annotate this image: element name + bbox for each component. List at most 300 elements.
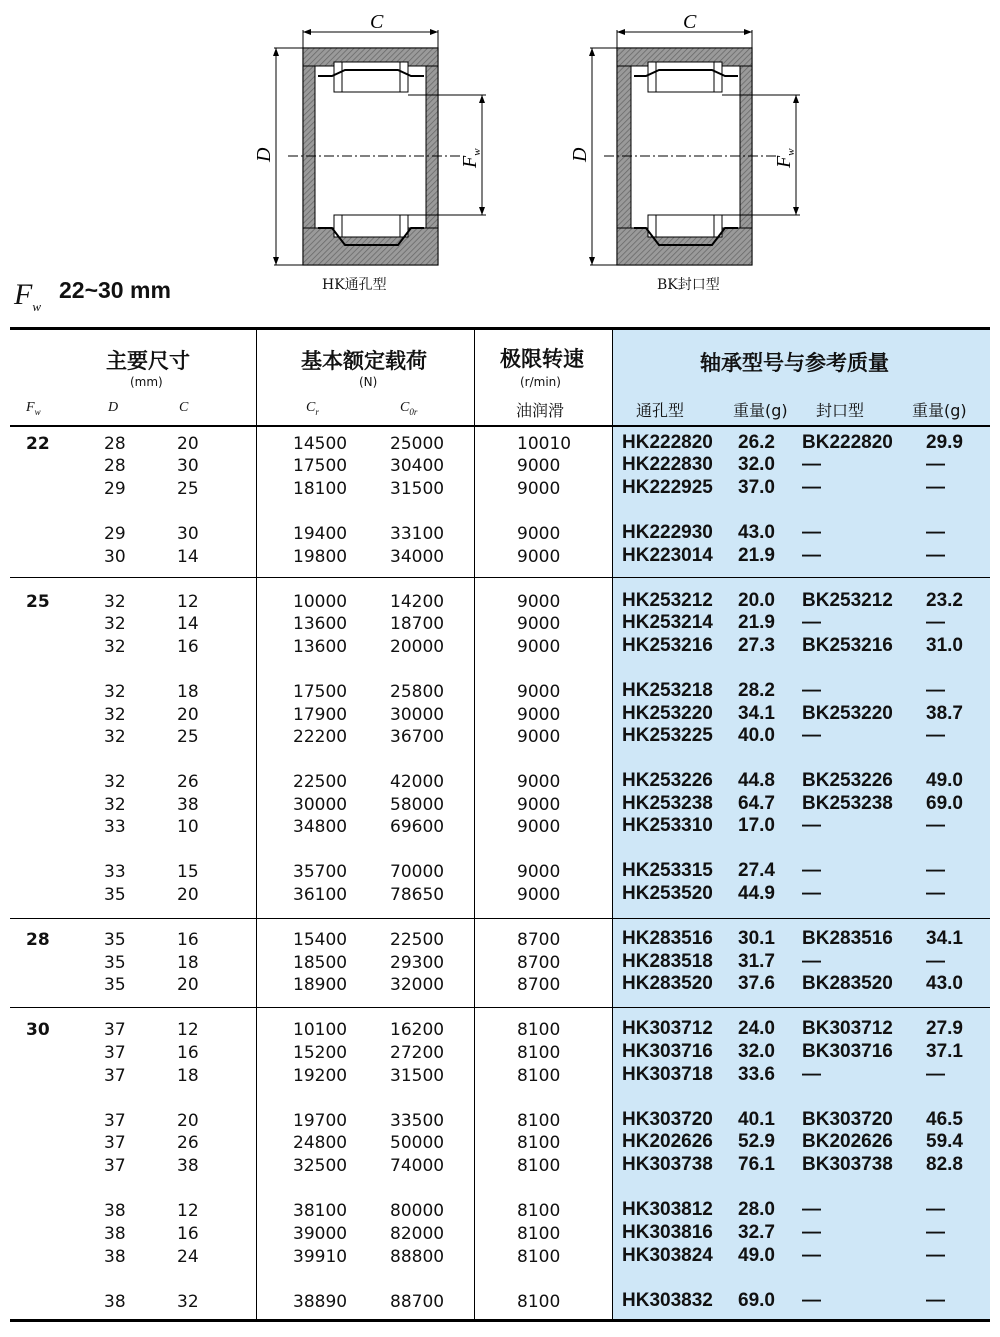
d-cell: 29 bbox=[104, 524, 126, 544]
bk-label-c: C bbox=[683, 11, 697, 33]
c0r-cell: 82000 bbox=[390, 1224, 445, 1244]
bk-model-cell: BK303720 bbox=[802, 1109, 893, 1130]
hk-mass-cell: 17.0 bbox=[738, 815, 775, 836]
hk-mass-cell: 21.9 bbox=[738, 545, 775, 566]
bk-mass-cell: — bbox=[926, 1290, 945, 1311]
table-row bbox=[10, 614, 990, 636]
c-cell: 30 bbox=[177, 524, 199, 544]
hk-model-cell: HK303718 bbox=[622, 1064, 713, 1085]
table-row bbox=[10, 479, 990, 501]
c0r-cell: 25800 bbox=[390, 682, 445, 702]
hk-model-cell: HK283516 bbox=[622, 928, 713, 949]
bk-mass-cell: — bbox=[926, 454, 945, 475]
hk-mass-cell: 64.7 bbox=[738, 793, 775, 814]
c-cell: 25 bbox=[177, 727, 199, 747]
hk-model-cell: HK253225 bbox=[622, 725, 713, 746]
bk-model-cell: BK253212 bbox=[802, 590, 893, 611]
hk-mass-cell: 44.9 bbox=[738, 883, 775, 904]
c0r-cell: 31500 bbox=[390, 1066, 445, 1086]
table-row bbox=[10, 1247, 990, 1269]
c-cell: 32 bbox=[177, 1292, 199, 1312]
hk-mass-cell: 43.0 bbox=[738, 522, 775, 543]
bk-mass-cell: — bbox=[926, 815, 945, 836]
c0r-cell: 29300 bbox=[390, 953, 445, 973]
bk-mass-cell: — bbox=[926, 1199, 945, 1220]
cr-cell: 34800 bbox=[293, 817, 348, 837]
table-row bbox=[10, 1201, 990, 1223]
d-cell: 28 bbox=[104, 456, 126, 476]
bk-model-cell: BK303738 bbox=[802, 1154, 893, 1175]
table-row bbox=[10, 1111, 990, 1133]
hk-model-cell: HK253216 bbox=[622, 635, 713, 656]
d-cell: 37 bbox=[104, 1133, 126, 1153]
speed-cell: 9000 bbox=[517, 727, 561, 747]
d-cell: 32 bbox=[104, 705, 126, 725]
hk-label-fw: $F_w$ bbox=[459, 148, 483, 168]
header-model: 轴承型号与参考质量 bbox=[700, 351, 889, 375]
table-row bbox=[10, 1156, 990, 1178]
c-cell: 14 bbox=[177, 614, 199, 634]
c-cell: 15 bbox=[177, 862, 199, 882]
header-bk-mass: 重量(g) bbox=[912, 401, 967, 420]
c-cell: 30 bbox=[177, 456, 199, 476]
c0r-cell: 33100 bbox=[390, 524, 445, 544]
bk-mass-cell: 34.1 bbox=[926, 928, 963, 949]
bk-model-cell: — bbox=[802, 1245, 821, 1266]
header-c: C bbox=[179, 400, 189, 415]
cr-cell: 13600 bbox=[293, 637, 348, 657]
cr-cell: 13600 bbox=[293, 614, 348, 634]
d-cell: 37 bbox=[104, 1043, 126, 1063]
hk-mass-cell: 27.3 bbox=[738, 635, 775, 656]
d-cell: 35 bbox=[104, 975, 126, 995]
bk-model-cell: — bbox=[802, 522, 821, 543]
bk-model-cell: BK253220 bbox=[802, 703, 893, 724]
hk-model-cell: HK222925 bbox=[622, 477, 713, 498]
c0r-cell: 78650 bbox=[390, 885, 445, 905]
cr-cell: 17900 bbox=[293, 705, 348, 725]
c-cell: 18 bbox=[177, 682, 199, 702]
speed-cell: 9000 bbox=[517, 705, 561, 725]
header-load-unit: (N) bbox=[359, 375, 378, 389]
speed-cell: 8700 bbox=[517, 953, 561, 973]
table-row bbox=[10, 1224, 990, 1246]
bk-mass-cell: 38.7 bbox=[926, 703, 963, 724]
table-row bbox=[10, 456, 990, 478]
bk-mass-cell: — bbox=[926, 951, 945, 972]
d-cell: 38 bbox=[104, 1292, 126, 1312]
bk-mass-cell: 46.5 bbox=[926, 1109, 963, 1130]
cr-cell: 22200 bbox=[293, 727, 348, 747]
d-cell: 32 bbox=[104, 614, 126, 634]
cr-cell: 17500 bbox=[293, 456, 348, 476]
bk-label-d: D bbox=[569, 147, 591, 162]
bk-model-cell: BK303712 bbox=[802, 1018, 893, 1039]
cr-cell: 18900 bbox=[293, 975, 348, 995]
hk-mass-cell: 34.1 bbox=[738, 703, 775, 724]
header-fw: $F_w$ bbox=[26, 400, 41, 417]
c0r-cell: 69600 bbox=[390, 817, 445, 837]
bk-model-cell: — bbox=[802, 951, 821, 972]
c0r-cell: 88700 bbox=[390, 1292, 445, 1312]
d-cell: 35 bbox=[104, 885, 126, 905]
table-row bbox=[10, 524, 990, 546]
cr-cell: 32500 bbox=[293, 1156, 348, 1176]
cr-cell: 10000 bbox=[293, 592, 348, 612]
c0r-cell: 27200 bbox=[390, 1043, 445, 1063]
bk-mass-cell: — bbox=[926, 883, 945, 904]
header-d: D bbox=[108, 400, 119, 415]
range-title bbox=[14, 278, 171, 318]
d-cell: 28 bbox=[104, 434, 126, 454]
hk-model-cell: HK253315 bbox=[622, 860, 713, 881]
speed-cell: 8100 bbox=[517, 1201, 561, 1221]
cr-cell: 39000 bbox=[293, 1224, 348, 1244]
c0r-cell: 42000 bbox=[390, 772, 445, 792]
bk-model-cell: — bbox=[802, 1222, 821, 1243]
hk-mass-cell: 31.7 bbox=[738, 951, 775, 972]
c-cell: 12 bbox=[177, 1201, 199, 1221]
c-cell: 16 bbox=[177, 637, 199, 657]
c-cell: 12 bbox=[177, 1020, 199, 1040]
c0r-cell: 14200 bbox=[390, 592, 445, 612]
table-row bbox=[10, 705, 990, 727]
table-row bbox=[10, 885, 990, 907]
c-cell: 20 bbox=[177, 434, 199, 454]
table-row bbox=[10, 547, 990, 569]
cr-cell: 14500 bbox=[293, 434, 348, 454]
range-text: 22~30 mm bbox=[59, 277, 171, 303]
c-cell: 16 bbox=[177, 930, 199, 950]
d-cell: 32 bbox=[104, 592, 126, 612]
speed-cell: 9000 bbox=[517, 614, 561, 634]
speed-cell: 9000 bbox=[517, 817, 561, 837]
c-cell: 12 bbox=[177, 592, 199, 612]
hk-model-cell: HK303824 bbox=[622, 1245, 713, 1266]
c-cell: 18 bbox=[177, 953, 199, 973]
hk-model-cell: HK253520 bbox=[622, 883, 713, 904]
hk-model-cell: HK253238 bbox=[622, 793, 713, 814]
bk-model-cell: — bbox=[802, 725, 821, 746]
d-cell: 38 bbox=[104, 1201, 126, 1221]
c0r-cell: 34000 bbox=[390, 547, 445, 567]
cr-cell: 19400 bbox=[293, 524, 348, 544]
range-symbol: $F_w$ bbox=[14, 278, 41, 314]
table-row bbox=[10, 817, 990, 839]
cr-cell: 15200 bbox=[293, 1043, 348, 1063]
speed-cell: 10010 bbox=[517, 434, 572, 454]
bk-model-cell: — bbox=[802, 454, 821, 475]
c-cell: 25 bbox=[177, 479, 199, 499]
hk-mass-cell: 52.9 bbox=[738, 1131, 775, 1152]
hk-model-cell: HK202626 bbox=[622, 1131, 713, 1152]
speed-cell: 9000 bbox=[517, 862, 561, 882]
header-c0r: $C_{0r}$ bbox=[400, 400, 418, 417]
c0r-cell: 18700 bbox=[390, 614, 445, 634]
bk-mass-cell: 37.1 bbox=[926, 1041, 963, 1062]
bk-diagram bbox=[569, 11, 800, 265]
d-cell: 30 bbox=[104, 547, 126, 567]
header-bk-type: 封口型 bbox=[816, 401, 865, 420]
hk-mass-cell: 32.7 bbox=[738, 1222, 775, 1243]
bk-mass-cell: — bbox=[926, 612, 945, 633]
c0r-cell: 31500 bbox=[390, 479, 445, 499]
c-cell: 26 bbox=[177, 1133, 199, 1153]
group-divider bbox=[10, 918, 990, 919]
hk-diagram bbox=[253, 11, 486, 265]
c0r-cell: 36700 bbox=[390, 727, 445, 747]
header-hk-type: 通孔型 bbox=[636, 401, 685, 420]
bk-mass-cell: 27.9 bbox=[926, 1018, 963, 1039]
cr-cell: 19200 bbox=[293, 1066, 348, 1086]
cr-cell: 17500 bbox=[293, 682, 348, 702]
d-cell: 32 bbox=[104, 637, 126, 657]
bk-mass-cell: 69.0 bbox=[926, 793, 963, 814]
c0r-cell: 33500 bbox=[390, 1111, 445, 1131]
c-cell: 26 bbox=[177, 772, 199, 792]
hk-mass-cell: 28.0 bbox=[738, 1199, 775, 1220]
d-cell: 32 bbox=[104, 795, 126, 815]
table-row bbox=[10, 682, 990, 704]
bk-mass-cell: 43.0 bbox=[926, 973, 963, 994]
c-cell: 18 bbox=[177, 1066, 199, 1086]
table-row bbox=[10, 727, 990, 749]
d-cell: 37 bbox=[104, 1156, 126, 1176]
hk-mass-cell: 69.0 bbox=[738, 1290, 775, 1311]
table-row bbox=[10, 434, 990, 456]
cr-cell: 15400 bbox=[293, 930, 348, 950]
c0r-cell: 80000 bbox=[390, 1201, 445, 1221]
hk-model-cell: HK303712 bbox=[622, 1018, 713, 1039]
fw-cell: 28 bbox=[26, 930, 50, 950]
d-cell: 35 bbox=[104, 930, 126, 950]
table-row bbox=[10, 772, 990, 794]
bk-model-cell: — bbox=[802, 883, 821, 904]
hk-model-cell: HK283520 bbox=[622, 973, 713, 994]
speed-cell: 8100 bbox=[517, 1043, 561, 1063]
hk-model-cell: HK253218 bbox=[622, 680, 713, 701]
speed-cell: 8100 bbox=[517, 1247, 561, 1267]
cr-cell: 38890 bbox=[293, 1292, 348, 1312]
bk-mass-cell: — bbox=[926, 1245, 945, 1266]
bk-model-cell: BK253216 bbox=[802, 635, 893, 656]
bk-mass-cell: 23.2 bbox=[926, 590, 963, 611]
c-cell: 38 bbox=[177, 1156, 199, 1176]
bk-model-cell: BK303716 bbox=[802, 1041, 893, 1062]
table-row bbox=[10, 795, 990, 817]
cr-cell: 19700 bbox=[293, 1111, 348, 1131]
c0r-cell: 70000 bbox=[390, 862, 445, 882]
bk-model-cell: — bbox=[802, 1290, 821, 1311]
cr-cell: 36100 bbox=[293, 885, 348, 905]
d-cell: 38 bbox=[104, 1247, 126, 1267]
hk-model-cell: HK222820 bbox=[622, 432, 713, 453]
header-main-dims: 主要尺寸 bbox=[106, 349, 190, 373]
bk-model-cell: BK253226 bbox=[802, 770, 893, 791]
hk-mass-cell: 37.0 bbox=[738, 477, 775, 498]
hk-mass-cell: 30.1 bbox=[738, 928, 775, 949]
bk-mass-cell: 29.9 bbox=[926, 432, 963, 453]
bk-model-cell: — bbox=[802, 612, 821, 633]
bk-model-cell: BK283516 bbox=[802, 928, 893, 949]
c0r-cell: 74000 bbox=[390, 1156, 445, 1176]
c-cell: 20 bbox=[177, 1111, 199, 1131]
bk-mass-cell: 49.0 bbox=[926, 770, 963, 791]
bk-mass-cell: 31.0 bbox=[926, 635, 963, 656]
hk-model-cell: HK222930 bbox=[622, 522, 713, 543]
table-row bbox=[10, 975, 990, 997]
hk-mass-cell: 32.0 bbox=[738, 1041, 775, 1062]
hk-caption: HK通孔型 bbox=[322, 277, 387, 293]
header-bottom-border bbox=[10, 425, 990, 427]
hk-model-cell: HK303832 bbox=[622, 1290, 713, 1311]
cr-cell: 18500 bbox=[293, 953, 348, 973]
header-cr: $C_r$ bbox=[306, 400, 319, 417]
bk-mass-cell: — bbox=[926, 680, 945, 701]
hk-model-cell: HK253220 bbox=[622, 703, 713, 724]
hk-model-cell: HK253310 bbox=[622, 815, 713, 836]
hk-model-cell: HK253226 bbox=[622, 770, 713, 791]
speed-cell: 9000 bbox=[517, 885, 561, 905]
fw-cell: 22 bbox=[26, 434, 50, 454]
d-cell: 35 bbox=[104, 953, 126, 973]
bk-mass-cell: — bbox=[926, 545, 945, 566]
table-row bbox=[10, 953, 990, 975]
hk-model-cell: HK303716 bbox=[622, 1041, 713, 1062]
table-row bbox=[10, 1043, 990, 1065]
c-cell: 20 bbox=[177, 705, 199, 725]
c0r-cell: 25000 bbox=[390, 434, 445, 454]
hk-model-cell: HK303812 bbox=[622, 1199, 713, 1220]
c0r-cell: 16200 bbox=[390, 1020, 445, 1040]
bk-model-cell: BK283520 bbox=[802, 973, 893, 994]
c-cell: 16 bbox=[177, 1224, 199, 1244]
speed-cell: 9000 bbox=[517, 682, 561, 702]
d-cell: 37 bbox=[104, 1020, 126, 1040]
hk-model-cell: HK222830 bbox=[622, 454, 713, 475]
bk-model-cell: — bbox=[802, 815, 821, 836]
hk-label-c: C bbox=[370, 11, 384, 33]
bk-model-cell: BK222820 bbox=[802, 432, 893, 453]
bk-mass-cell: — bbox=[926, 477, 945, 498]
bk-model-cell: — bbox=[802, 680, 821, 701]
bk-model-cell: — bbox=[802, 1064, 821, 1085]
table-row bbox=[10, 1066, 990, 1088]
c0r-cell: 50000 bbox=[390, 1133, 445, 1153]
table-bottom-border bbox=[10, 1319, 990, 1322]
table-row bbox=[10, 592, 990, 614]
hk-mass-cell: 26.2 bbox=[738, 432, 775, 453]
c-cell: 14 bbox=[177, 547, 199, 567]
hk-label-d: D bbox=[253, 147, 275, 162]
bearing-diagrams bbox=[0, 0, 1000, 280]
speed-cell: 8100 bbox=[517, 1111, 561, 1131]
cr-cell: 22500 bbox=[293, 772, 348, 792]
d-cell: 32 bbox=[104, 682, 126, 702]
bk-label-fw: $F_w$ bbox=[773, 148, 797, 168]
table-row bbox=[10, 1292, 990, 1314]
hk-mass-cell: 28.2 bbox=[738, 680, 775, 701]
speed-cell: 8100 bbox=[517, 1224, 561, 1244]
cr-cell: 38100 bbox=[293, 1201, 348, 1221]
bk-caption: BK封口型 bbox=[657, 277, 720, 293]
bk-mass-cell: 59.4 bbox=[926, 1131, 963, 1152]
c0r-cell: 32000 bbox=[390, 975, 445, 995]
speed-cell: 8100 bbox=[517, 1133, 561, 1153]
hk-mass-cell: 24.0 bbox=[738, 1018, 775, 1039]
bk-mass-cell: — bbox=[926, 860, 945, 881]
header-speed: 极限转速 bbox=[500, 347, 584, 371]
header-load: 基本额定载荷 bbox=[301, 349, 427, 373]
bk-model-cell: — bbox=[802, 860, 821, 881]
speed-cell: 9000 bbox=[517, 547, 561, 567]
c-cell: 24 bbox=[177, 1247, 199, 1267]
speed-cell: 9000 bbox=[517, 772, 561, 792]
cr-cell: 24800 bbox=[293, 1133, 348, 1153]
table-row bbox=[10, 637, 990, 659]
cr-cell: 19800 bbox=[293, 547, 348, 567]
c-cell: 20 bbox=[177, 975, 199, 995]
hk-model-cell: HK303738 bbox=[622, 1154, 713, 1175]
hk-mass-cell: 33.6 bbox=[738, 1064, 775, 1085]
d-cell: 33 bbox=[104, 817, 126, 837]
hk-model-cell: HK283518 bbox=[622, 951, 713, 972]
c0r-cell: 88800 bbox=[390, 1247, 445, 1267]
bk-mass-cell: — bbox=[926, 1222, 945, 1243]
speed-cell: 8100 bbox=[517, 1066, 561, 1086]
table-top-border bbox=[10, 327, 990, 330]
c-cell: 16 bbox=[177, 1043, 199, 1063]
speed-cell: 8700 bbox=[517, 975, 561, 995]
fw-cell: 25 bbox=[26, 592, 50, 612]
header-hk-mass: 重量(g) bbox=[733, 401, 788, 420]
speed-cell: 9000 bbox=[517, 637, 561, 657]
d-cell: 37 bbox=[104, 1066, 126, 1086]
speed-cell: 8100 bbox=[517, 1020, 561, 1040]
speed-cell: 9000 bbox=[517, 795, 561, 815]
bk-mass-cell: — bbox=[926, 725, 945, 746]
hk-mass-cell: 37.6 bbox=[738, 973, 775, 994]
d-cell: 29 bbox=[104, 479, 126, 499]
bk-mass-cell: — bbox=[926, 1064, 945, 1085]
hk-model-cell: HK303720 bbox=[622, 1109, 713, 1130]
table-row bbox=[10, 930, 990, 952]
bk-model-cell: BK202626 bbox=[802, 1131, 893, 1152]
table-row bbox=[10, 862, 990, 884]
header-main-dims-unit: (mm) bbox=[130, 375, 163, 389]
fw-cell: 30 bbox=[26, 1020, 50, 1040]
hk-model-cell: HK253212 bbox=[622, 590, 713, 611]
hk-mass-cell: 27.4 bbox=[738, 860, 775, 881]
c0r-cell: 30000 bbox=[390, 705, 445, 725]
d-cell: 33 bbox=[104, 862, 126, 882]
table-row bbox=[10, 1133, 990, 1155]
c0r-cell: 22500 bbox=[390, 930, 445, 950]
bk-model-cell: — bbox=[802, 477, 821, 498]
speed-cell: 8700 bbox=[517, 930, 561, 950]
hk-model-cell: HK253214 bbox=[622, 612, 713, 633]
hk-mass-cell: 40.1 bbox=[738, 1109, 775, 1130]
bk-mass-cell: 82.8 bbox=[926, 1154, 963, 1175]
c-cell: 10 bbox=[177, 817, 199, 837]
hk-mass-cell: 40.0 bbox=[738, 725, 775, 746]
speed-cell: 9000 bbox=[517, 592, 561, 612]
d-cell: 32 bbox=[104, 772, 126, 792]
bk-model-cell: — bbox=[802, 545, 821, 566]
hk-mass-cell: 21.9 bbox=[738, 612, 775, 633]
hk-model-cell: HK303816 bbox=[622, 1222, 713, 1243]
bearing-table bbox=[10, 327, 990, 1322]
